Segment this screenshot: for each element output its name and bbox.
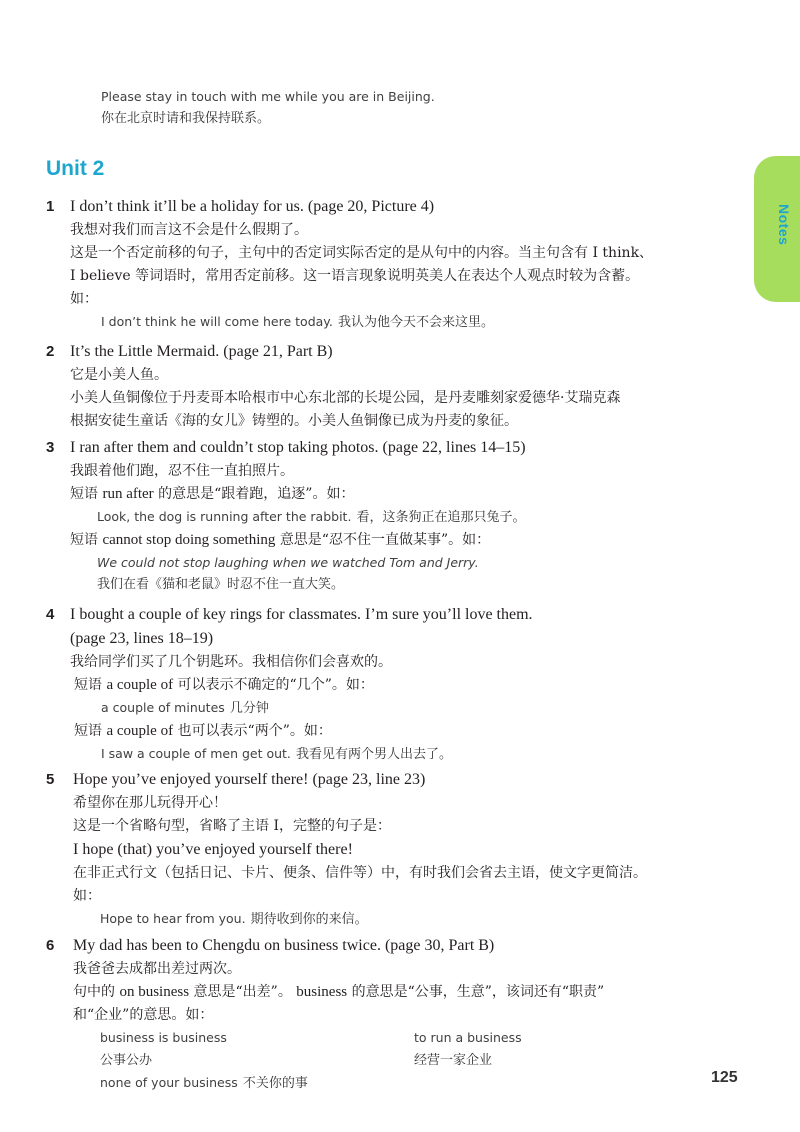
unit-title: Unit 2 <box>46 157 105 180</box>
note-explanation: 如： <box>70 291 98 307</box>
note-explanation: 这是一个否定前移的句子，主句中的否定词实际否定的是从句中的内容。当主句含有 I think、 <box>70 245 654 261</box>
example-zh: 几分钟 <box>229 701 269 716</box>
phrase-meaning: 意思是“忍不住一直做某事”。如： <box>279 532 491 548</box>
example-en: a couple of minutes <box>101 700 225 715</box>
note-5 <box>46 768 746 931</box>
note-translation: 我跟着他们跑，忍不住一直拍照片。 <box>70 463 294 479</box>
phrase-meaning: 的意思是“跟着跑，追逐”。如： <box>158 486 355 502</box>
phrase-prefix: 短语 <box>70 532 98 548</box>
note-number: 2 <box>46 343 55 360</box>
note-3 <box>46 436 746 596</box>
example-en: We could not stop laughing when we watched Tom and Jerry. <box>97 555 479 570</box>
page-number: 125 <box>711 1069 738 1086</box>
phrase: on business <box>119 984 190 1000</box>
intro-zh: 你在北京时请和我保持联系。 <box>101 111 271 126</box>
example-en: business is business <box>100 1030 227 1045</box>
example-en: none of your business <box>100 1075 238 1090</box>
note-title: (page 23, lines 18–19) <box>70 630 214 647</box>
note-translation: 我给同学们买了几个钥匙环。我相信你们会喜欢的。 <box>70 654 392 670</box>
note-1 <box>46 195 746 334</box>
example-en: Look, the dog is running after the rabbit. <box>97 509 352 524</box>
example-zh: 我们在看《猫和老鼠》时忍不住一直大笑。 <box>97 577 345 592</box>
note-title: I don’t think it’ll be a holiday for us. (page 20, Picture 4) <box>70 198 435 215</box>
note-translation: 它是小美人鱼。 <box>70 367 168 383</box>
note-title: It’s the Little Mermaid. (page 21, Part B) <box>70 343 333 360</box>
full-sentence: I hope (that) you’ve enjoyed yourself there! <box>73 841 353 858</box>
note-title: I bought a couple of key rings for classmates. I’m sure you’ll love them. <box>70 606 533 623</box>
phrase: cannot stop doing something <box>102 532 276 548</box>
explanation-mid: 意思是“出差”。 <box>193 984 292 1000</box>
explanation-post: 的意思是“公事，生意”，该词还有“职责” <box>351 984 605 1000</box>
example-en: to run a business <box>414 1030 522 1045</box>
phrase: a couple of <box>106 723 174 739</box>
note-explanation: 这是一个省略句型，省略了主语 I，完整的句子是： <box>73 818 391 834</box>
phrase-prefix: 短语 <box>70 486 98 502</box>
phrase-prefix: 短语 <box>74 677 102 693</box>
note-explanation: 在非正式行文（包括日记、卡片、便条、信件等）中，有时我们会省去主语，使文字更简洁。 <box>73 865 647 881</box>
phrase-meaning: 也可以表示“两个”。如： <box>177 723 332 739</box>
note-6 <box>46 934 746 1095</box>
explanation-prefix: 句中的 <box>73 984 115 1000</box>
note-explanation: 和“企业”的意思。如： <box>73 1007 214 1023</box>
note-number: 4 <box>46 606 55 623</box>
note-title: Hope you’ve enjoyed yourself there! (page 23, line 23) <box>73 771 426 788</box>
example-en: I don’t think he will come here today. <box>101 314 333 329</box>
note-number: 6 <box>46 937 55 954</box>
phrase: run after <box>102 486 154 502</box>
example-zh: 经营一家企业 <box>414 1053 493 1068</box>
example-zh: 我看见有两个男人出去了。 <box>296 747 453 762</box>
note-number: 1 <box>46 198 55 215</box>
note-4 <box>46 603 746 766</box>
phrase: business <box>296 984 348 1000</box>
example-zh: 看，这条狗正在追那只兔子。 <box>356 510 526 525</box>
example-zh: 公事公办 <box>100 1053 153 1068</box>
note-2 <box>46 340 746 433</box>
note-explanation: 根据安徒生童话《海的女儿》铸塑的。小美人鱼铜像已成为丹麦的象征。 <box>70 413 518 429</box>
note-translation: 我想对我们而言这不会是什么假期了。 <box>70 222 308 238</box>
notes-tab-label: Notes <box>776 204 792 246</box>
note-translation: 我爸爸去成都出差过两次。 <box>73 961 241 977</box>
note-explanation: I believe 等词语时，常用否定前移。这一语言现象说明英美人在表达个人观点时较为含蓄。 <box>70 268 640 284</box>
phrase-meaning: 可以表示不确定的“几个”。如： <box>177 677 374 693</box>
note-translation: 希望你在那儿玩得开心！ <box>73 795 227 811</box>
note-explanation: 小美人鱼铜像位于丹麦哥本哈根市中心东北部的长堤公园，是丹麦雕刻家爱德华·艾瑞克森 <box>70 390 621 406</box>
notes-side-tab <box>754 156 800 302</box>
example-zh: 不关你的事 <box>242 1076 308 1091</box>
note-explanation: 如： <box>73 888 101 904</box>
phrase: a couple of <box>106 677 174 693</box>
example-en: Hope to hear from you. <box>100 911 246 926</box>
phrase-prefix: 短语 <box>74 723 102 739</box>
note-title: My dad has been to Chengdu on business twice. (page 30, Part B) <box>73 937 495 954</box>
note-number: 5 <box>46 771 55 788</box>
intro-en: Please stay in touch with me while you are in Beijing. <box>101 89 435 104</box>
intro-example <box>101 86 435 130</box>
example-en: I saw a couple of men get out. <box>101 746 291 761</box>
example-zh: 期待收到你的来信。 <box>250 912 368 927</box>
example-zh: 我认为他今天不会来这里。 <box>337 315 494 330</box>
note-title: I ran after them and couldn’t stop taking photos. (page 22, lines 14–15) <box>70 439 526 456</box>
note-number: 3 <box>46 439 55 456</box>
